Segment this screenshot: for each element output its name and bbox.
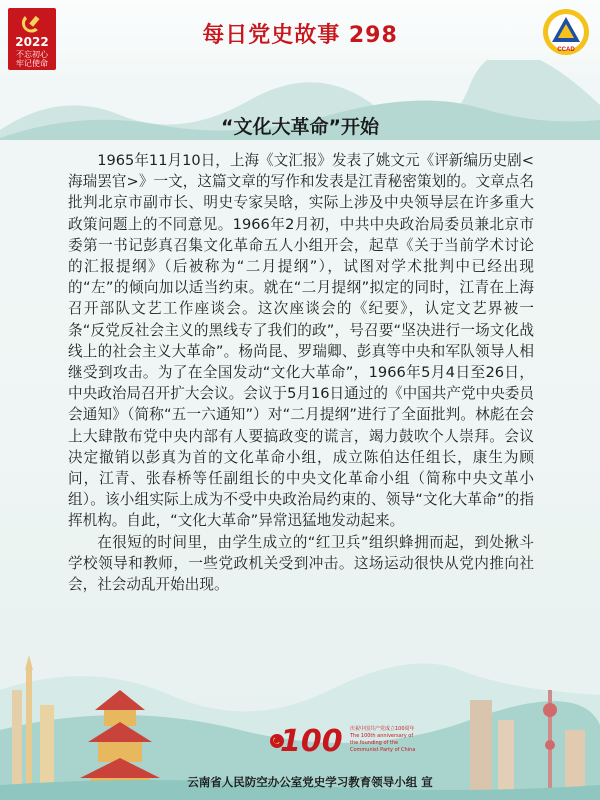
logo-year: 2022 (15, 35, 49, 49)
article-title: “文化大革命”开始 (221, 116, 379, 138)
page-title: 每日党史故事 298 (202, 23, 398, 48)
logo-slogan-line: 不忘初心 (16, 50, 48, 59)
centenary-number: 100 (280, 724, 343, 759)
article-paragraph: 1965年11月10日，上海《文汇报》发表了姚文元《评新编历史剧<海瑞罢官>》一文，这篇文章的写作和发表是江青秘密策划的。文章点名批判北京市副市长、明史专家吴晗，实际上涉及中央领导层在许多重大政策问题上的不同意见。1966年2月初，中共中央政治局委员兼北京市委第一书记彭真召集文化革命五人小组开会，起草《关于当前学术讨论的汇报提纲》（后被称为“二月提纲”），试图对学术批判中已经出现的“左”的倾向加以适当约束。就在“二月提纲”拟定的同时，江青在上海召开部队文艺工作座谈会。这次座谈会的《纪要》，认定文艺界被一条“反党反社会主义的黑线专了我们的政”，号召要“坚决进行一场文化战线上的社会主义大革命”。杨尚昆、罗瑞卿、彭真等中央和军队领导人相继受到攻击。为了在全国发动“文化大革命”，1966年5月4日至26日，中央政治局召开扩大会议。会议于5月16日通过的《中国共产党中央委员会通知》（简称“五一六通知”）对“二月提纲”进行了全面批判。林彪在会上大肆散布党中央内部有人要搞政变的谎言，竭力鼓吹个人崇拜。会议决定撤销以彭真为首的文化革命小组，成立陈伯达任组长，康生为顾问，江青、张春桥等任副组长的中央文化革命小组（简称中央文革小组）。该小组实际上成为不受中央政治局约束的、领导“文化大革命”的指挥机构。自此，“文化大革命”异常迅猛地发动起来。 (68, 152, 534, 530)
logo-slogan-line: 牢记使命 (16, 59, 48, 68)
footer-credit: 云南省人民防空办公室党史学习教育领导小组 宣 (187, 775, 433, 789)
centenary-logo (270, 722, 342, 762)
civil-air-defense-icon (542, 8, 590, 56)
article-body (68, 150, 534, 595)
right-logo-label: CCAD (557, 47, 575, 53)
centenary-caption: 庆祝中国共产党成立100周年 The 100th anniversary of the founding of the Communist Party of China (350, 726, 416, 753)
article-paragraph: 在很短的时间里，由学生成立的“红卫兵”组织蜂拥而起，到处揪斗学校领导和教师，一些党政机关受到冲击。这场运动很快从党内推向社会，社会动乱开始出现。 (68, 533, 534, 594)
party-emblem-icon (8, 10, 56, 38)
